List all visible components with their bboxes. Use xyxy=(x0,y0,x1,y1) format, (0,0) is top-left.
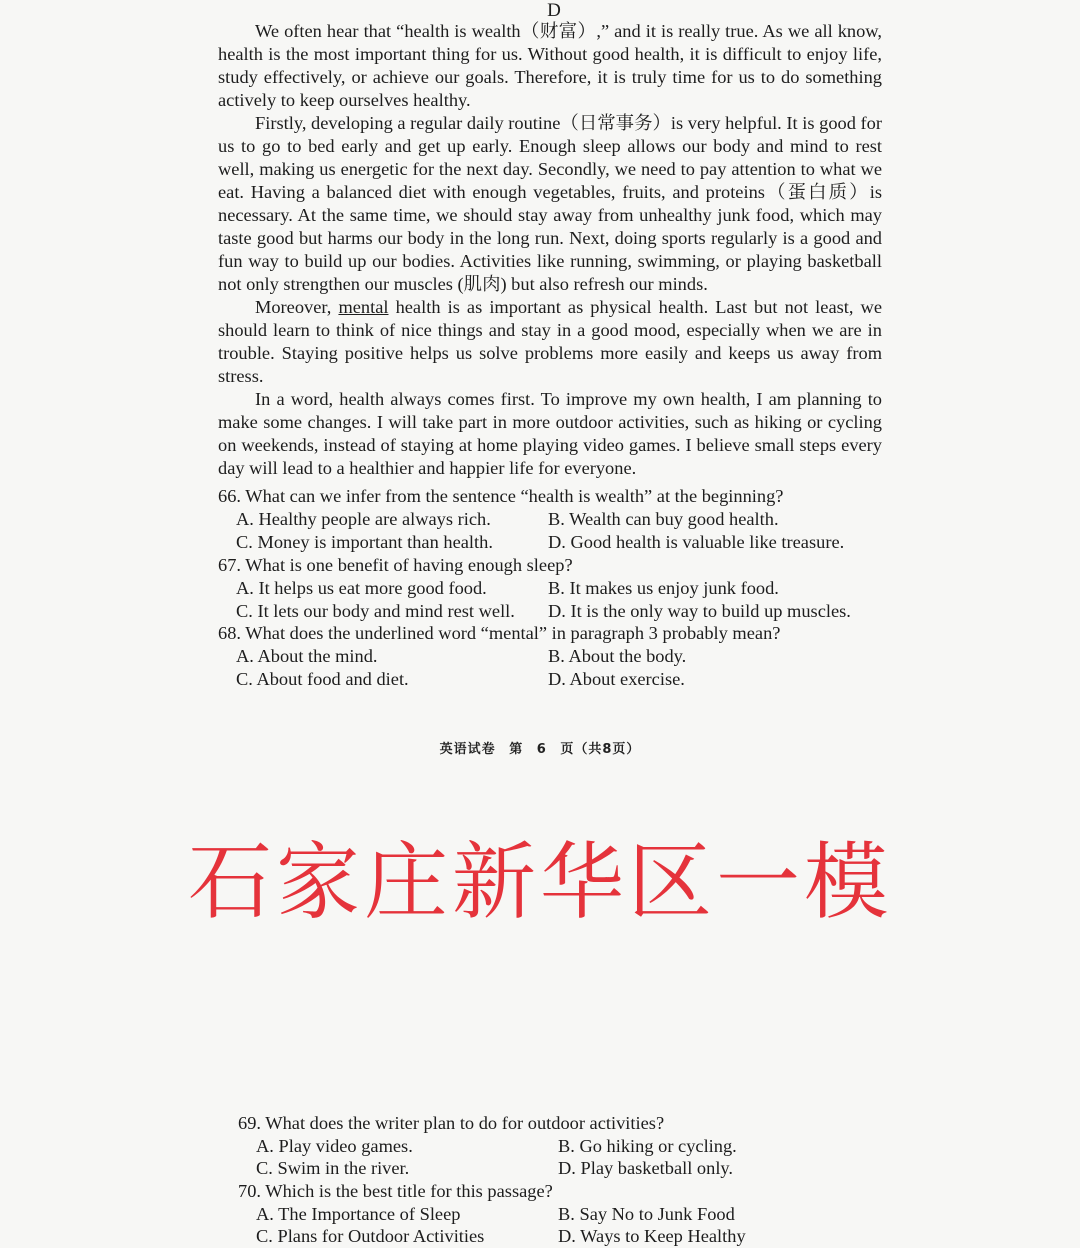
section-letter: D xyxy=(547,0,561,21)
option-a: A. About the mind. xyxy=(236,646,378,666)
footer-page-number: 6 xyxy=(536,742,547,757)
option-grid xyxy=(218,645,898,691)
option-c: C. Plans for Outdoor Activities xyxy=(256,1226,485,1246)
option-d: D. Ways to Keep Healthy xyxy=(558,1226,746,1246)
option-a: A. Healthy people are always rich. xyxy=(236,509,491,529)
option-c: C. It lets our body and mind rest well. xyxy=(236,601,515,621)
option-c: C. Money is important than health. xyxy=(236,532,493,552)
option-a: A. It helps us eat more good food. xyxy=(236,578,487,598)
question-70 xyxy=(238,1180,918,1248)
paragraph-1: We often hear that “health is wealth（财富）,” and it is really true. As we all know, health is the most important thing for us. Without good health, it is difficult to enjoy life, study effectively, or achieve our goals. Therefore, it is truly time for us to do something actively to keep ourselves healthy. xyxy=(218,21,882,110)
paragraph-3-rest: health is as important as physical health. Last but not least, we should learn to think of nice things and stay in a good mood, especially when we are in trouble. Staying positive helps us solve problems more easily and keeps us away from stress. xyxy=(218,297,882,386)
question-68 xyxy=(218,622,898,691)
question-69 xyxy=(238,1112,918,1180)
footer-subject: 英语试卷 xyxy=(439,742,496,757)
question-stem: 70. Which is the best title for this passage? xyxy=(238,1181,553,1201)
footer-page-prefix: 第 xyxy=(509,742,524,757)
option-grid xyxy=(218,508,898,554)
option-grid xyxy=(238,1135,918,1180)
option-d: D. About exercise. xyxy=(548,669,685,689)
paragraph-3-start: Moreover, xyxy=(255,297,339,317)
overlay-title: 石家庄新华区一模 xyxy=(187,833,892,931)
option-a: A. Play video games. xyxy=(256,1135,413,1156)
option-b: B. Wealth can buy good health. xyxy=(548,509,779,529)
paragraph-2: Firstly, developing a regular daily routine（日常事务）is very helpful. It is good for us to go to bed early and get up early. Enough sleep allows our body and mind to rest well, making us energetic for the next day. Secondly, we need to pay attention to what we eat. Having a balanced diet with enough vegetables, fruits, and proteins（蛋白质）is necessary. At the same time, we should stay away from unhealthy junk food, which may taste good but harms our body in the long run. Next, doing sports regularly is a good and fun way to build up our bodies. Activities like running, swimming, or playing basketball not only strengthen our muscles (肌肉) but also refresh our minds. xyxy=(218,113,882,294)
underlined-word: mental xyxy=(338,297,389,317)
question-stem: 67. What is one benefit of having enough sleep? xyxy=(218,555,573,575)
option-d: D. Good health is valuable like treasure. xyxy=(548,532,845,552)
question-stem: 69. What does the writer plan to do for outdoor activities? xyxy=(238,1113,665,1133)
option-c: C. Swim in the river. xyxy=(256,1158,410,1178)
option-a: A. The Importance of Sleep xyxy=(256,1203,461,1224)
option-b: B. About the body. xyxy=(548,646,687,666)
paragraph-3 xyxy=(218,296,882,388)
option-d: D. It is the only way to build up muscles. xyxy=(548,601,851,621)
reading-passage xyxy=(218,20,882,480)
option-d: D. Play basketball only. xyxy=(558,1158,734,1178)
option-grid xyxy=(218,577,898,623)
paragraph-4: In a word, health always comes first. To improve my own health, I am planning to make some changes. I will take part in more outdoor activities, such as hiking or cycling on weekends, instead of staying at home playing video games. I believe small steps every day will lead to a healthier and happier life for everyone. xyxy=(218,389,882,478)
option-grid xyxy=(238,1203,918,1248)
question-67 xyxy=(218,554,898,623)
question-stem: 66. What can we infer from the sentence “health is wealth” at the beginning? xyxy=(218,486,784,506)
footer-page-suffix: 页（共8页） xyxy=(560,742,641,757)
question-66 xyxy=(218,485,898,554)
option-b: B. Go hiking or cycling. xyxy=(558,1135,737,1156)
option-b: B. Say No to Junk Food xyxy=(558,1203,735,1224)
option-b: B. It makes us enjoy junk food. xyxy=(548,578,779,598)
question-stem: 68. What does the underlined word “mental” in paragraph 3 probably mean? xyxy=(218,623,781,643)
page-footer xyxy=(0,738,1080,757)
option-c: C. About food and diet. xyxy=(236,669,409,689)
